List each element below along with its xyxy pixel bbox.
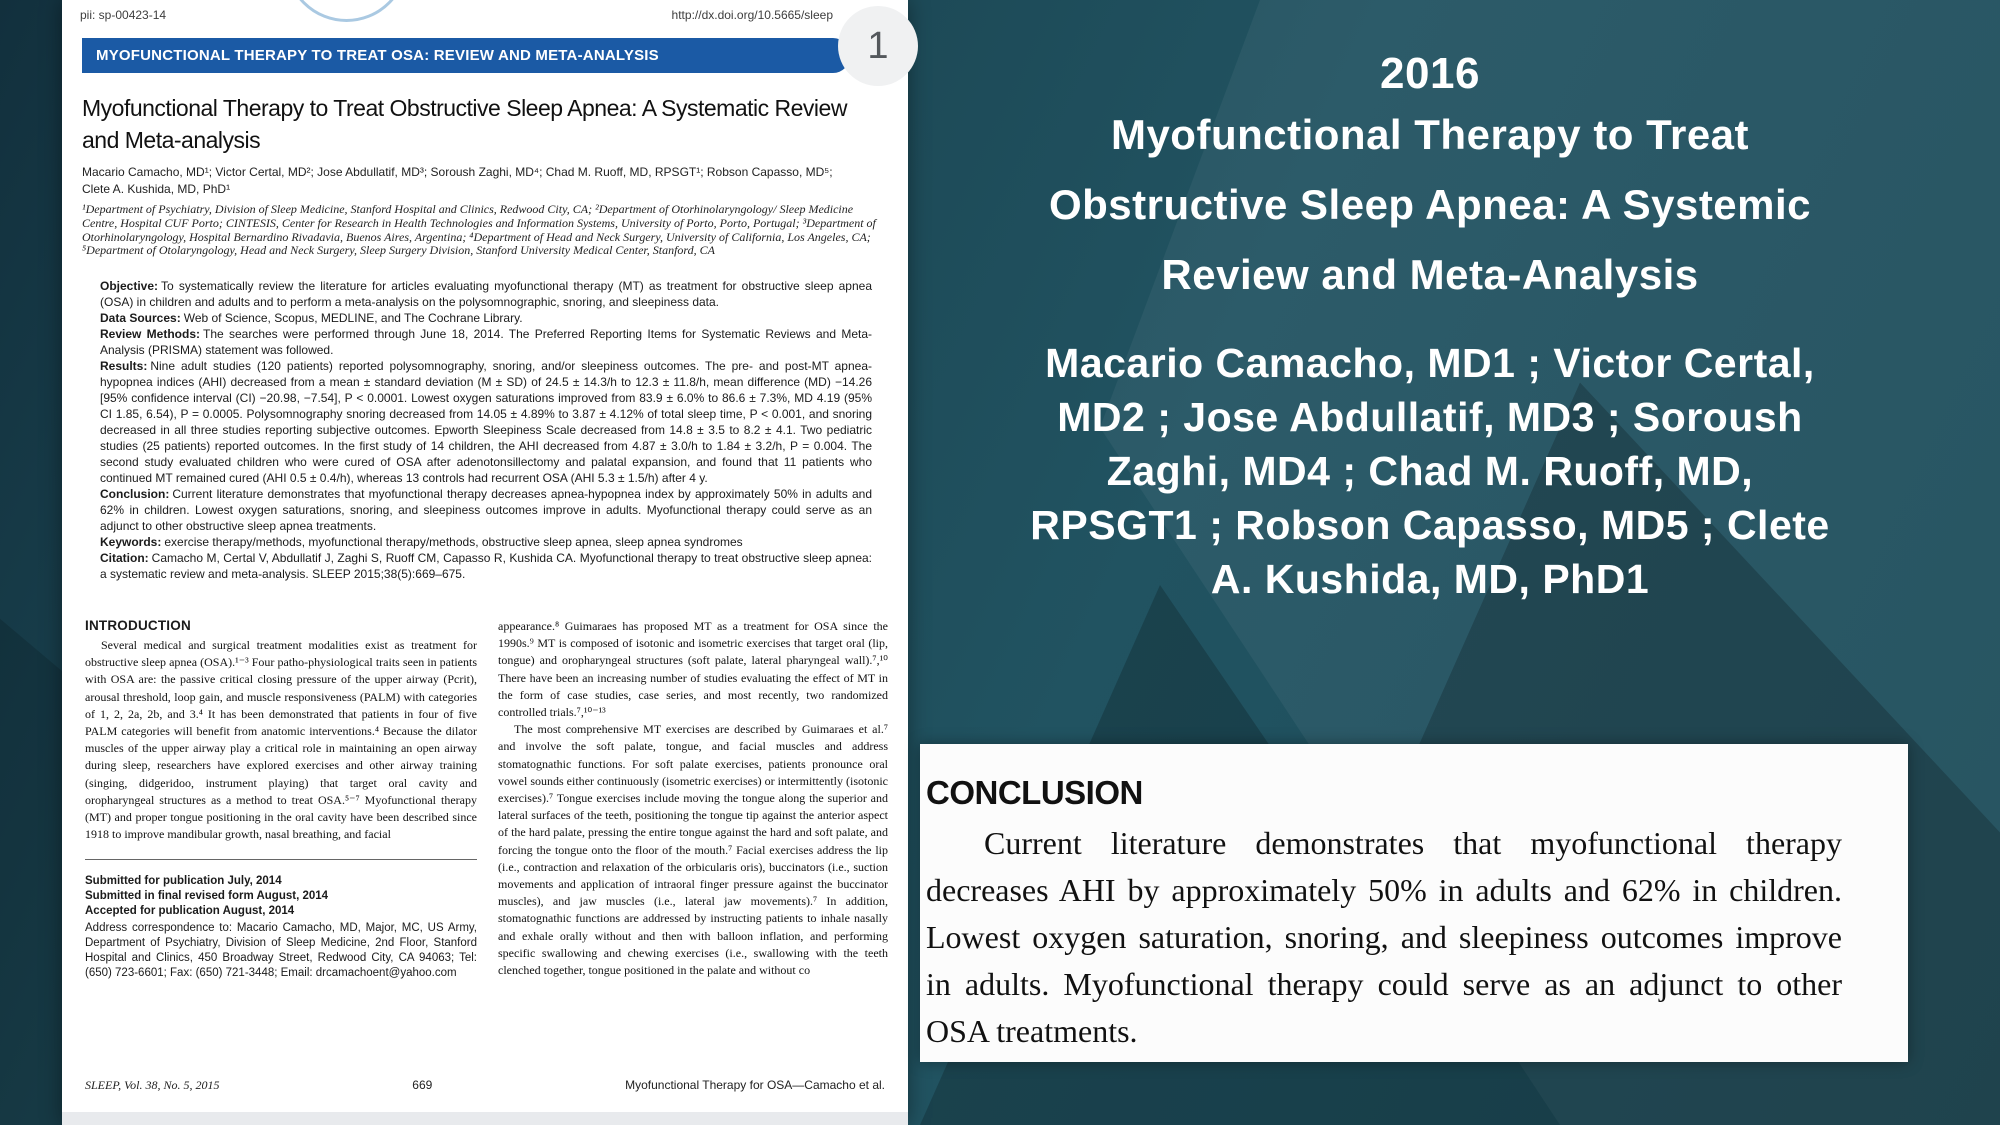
submitted-line: Submitted in final revised form August, 2014: [85, 890, 329, 903]
slide-authors-line: A. Kushida, MD, PhD1: [1210, 556, 1650, 602]
doi-text: http://dx.doi.org/10.5665/sleep: [671, 8, 833, 22]
abstract-results: Results: Nine adult studies (120 patients) reported polysomnography, snoring, and/or sleepiness outcomes. The pre- and post-MT apnea-hypopnea indices (AHI) decreased from a mean ± standard deviation (M ± SD) of 24.5 ± 14.3/h to 12.3 ± 11.8/h, mean difference (MD) −14.26 [95% confidence interval (CI) −20.98, −7.54], P < 0.0001. Lowest oxygen saturations improved from 83.9 ± 6.0% to 86.6 ± 7.3%, MD 4.19 (95% CI 1.85, 6.54), P = 0.0005. Polysomnography snoring decreased from 14.05 ± 4.89% to 3.87 ± 4.12% of total sleep time, P < 0.001, and snoring decreased in all three studies reporting subjective outcomes. Epworth Sleepiness Scale decreased from 14.8 ± 3.5 to 8.2 ± 4.1. Two pediatric studies (25 patients) reported outcomes. In the first study of 14 children, the AHI decreased from 4.87 ± 3.0/h to 1.84 ± 3.2/h, P = 0.004. The second study evaluated children who were cured of OSA after adenotonsillectomy and palatal expansion, and found that 11 patients who continued MT remained cured (AHI 0.5 ± 0.4/h), whereas 13 controls had recurrent OSA (AHI 5.3 ± 1.5/h) after 4 y.: [100, 359, 872, 485]
introduction-heading: INTRODUCTION: [85, 618, 191, 633]
slide-title-line: Obstructive Sleep Apnea: A Systemic: [1048, 181, 1812, 228]
paper-title: [82, 92, 847, 156]
paper-column-left: [85, 618, 477, 981]
slide-authors: [930, 336, 1930, 606]
abstract-conclusion: Conclusion: Current literature demonstrates that myofunctional therapy decreases apnea-hypopnea index by approximately 50% in adults and 62% in children. Lowest oxygen saturations, snoring, and sleepiness outcomes improve in adults. Myofunctional therapy could serve as an adjunct to other obstructive sleep apnea treatments.: [100, 487, 872, 533]
slide-authors-line: Zaghi, MD4 ; Chad M. Ruoff, MD,: [1106, 448, 1754, 494]
body-paragraph: The most comprehensive MT exercises are described by Guimaraes et al.⁷ and involve the soft palate, tongue, and facial muscles and address stomatognathic functions. For soft palate exercises, patients pronounce oral vowel sounds either continuously (isometric exercises) or intermittently (isotonic exercises).⁷ Tongue exercises include moving the tongue along the superior and lateral surfaces of the teeth, positioning the tongue tip against the anterior aspect of the hard palate, pressing the entire tongue against the hard and soft palate, and forcing the tongue onto the floor of the mouth.⁷ Facial exercises address the lip (i.e., contraction and relaxation of the orbicularis oris), buccinators (i.e., suction movements and application of intraoral finger pressure against the buccinator muscles), and jaw muscles (i.e., lateral jaw movements).⁷ In addition, stomatognathic functions are addressed by instructing patients to inhale nasally and exhale orally without and then with balloon inflation, and performing specific swallowing and chewing exercises (i.e., swallowing with the teeth clenched together, tongue positioned in the palate and without co: [498, 722, 888, 978]
conclusion-heading: CONCLUSION: [926, 774, 1143, 811]
slide-title: [930, 100, 1930, 310]
running-head-banner: MYOFUNCTIONAL THERAPY TO TREAT OSA: REVIEW AND META-ANALYSIS: [82, 38, 850, 73]
paper-title-line: and Meta-analysis: [82, 127, 261, 153]
introduction-paragraph: Several medical and surgical treatment modalities exist as treatment for obstructive sleep apnea (OSA).¹⁻³ Four patho-physiological traits seen in patients with OSA are: the passive critical closing pressure of the upper airway (Pcrit), arousal threshold, loop gain, and muscle responsiveness (PALM) with categories of 1, 2, 2a, 2b, and 3.⁴ It has been demonstrated that patients in four of five PALM categories will benefit from anatomic interventions.⁴ Because the dilator muscles of the upper airway play a critical role in maintaining an open airway during sleep, researchers have explored exercises and other airway training (singing, didgeridoo, instrument playing) that target oral cavity and oropharyngeal structures as a method to treat OSA.⁵⁻⁷ Myofunctional therapy (MT) and proper tongue positioning in the oral cavity have been described since 1918 to improve mandibular growth, nasal breathing, and facial: [85, 638, 477, 842]
paper-abstract: [100, 278, 872, 582]
journal-logo-arc-icon: [285, 0, 408, 22]
conclusion-excerpt: [920, 744, 1908, 1062]
submitted-line: Submitted for publication July, 2014: [85, 875, 282, 888]
paper-affiliations: ¹Department of Psychiatry, Division of Sleep Medicine, Stanford Hospital and Clinics, Redwood City, CA; ²Department of Otorhinolaryngology/ Sleep Medicine Centre, Hospital CUF Porto; CINTESIS, Center for Research in Health Technologies and Information Systems, University of Porto, Porto, Portugal; ³Department of Otorhinolaryngology, Hospital Bernardino Rivadavia, Buenos Aires, Argentina; ⁴Department of Head and Neck Surgery, University of California, Los Angeles, CA; ⁵Department of Otolaryngology, Head and Neck Surgery, Sleep Surgery Division, Stanford University Medical Center, Stanford, CA: [82, 202, 876, 258]
slide-authors-line: Macario Camacho, MD1 ; Victor Certal,: [1045, 340, 1815, 386]
slide-text-block: [930, 48, 1930, 606]
submitted-line: Accepted for publication August, 2014: [85, 905, 295, 918]
abstract-citation: Citation: Camacho M, Certal V, Abdullatif J, Zaghi S, Ruoff CM, Capasso R, Kushida CA. Myofunctional therapy to treat obstructive sleep apnea: a systematic review and meta-analysis. SLEEP 2015;38(5):669–675.: [100, 551, 872, 581]
footnote-divider: [85, 859, 477, 860]
paper-page: [62, 0, 908, 1125]
slide-authors-line: MD2 ; Jose Abdullatif, MD3 ; Soroush: [1057, 394, 1803, 440]
slide-title-line: Myofunctional Therapy to Treat: [1110, 111, 1750, 158]
page-number-text: 669: [412, 1078, 433, 1092]
abstract-review-methods: Review Methods: The searches were performed through June 18, 2014. The Preferred Reporting Items for Systematic Reviews and Meta-Analysis (PRISMA) statement was followed.: [100, 327, 872, 357]
conclusion-body: Current literature demonstrates that myofunctional therapy decreases AHI by approximately 50% in adults and 62% in children. Lowest oxygen saturation, snoring, and sleepiness outcomes improve in adults. Myofunctional therapy could serve as an adjunct to other OSA treatments.: [926, 825, 1842, 1049]
paper-authors-line: Macario Camacho, MD¹; Victor Certal, MD²; Jose Abdullatif, MD³; Soroush Zaghi, MD⁴; Chad M. Ruoff, MD, RPSGT¹; Robson Capasso, MD⁵;: [82, 165, 833, 179]
pii-text: pii: sp-00423-14: [80, 8, 167, 22]
paper-column-right: [498, 618, 888, 1074]
slide-title-line: Review and Meta-Analysis: [1161, 251, 1699, 298]
slide-authors-line: RPSGT1 ; Robson Capasso, MD5 ; Clete: [1030, 502, 1830, 548]
paper-title-line: Myofunctional Therapy to Treat Obstructive Sleep Apnea: A Systematic Review: [82, 95, 847, 121]
paper-footer: [85, 1078, 885, 1093]
abstract-objective: Objective: To systematically review the literature for articles evaluating myofunctional therapy (MT) as treatment for obstructive sleep apnea (OSA) in children and adults and to perform a meta-analysis on the polysomnographic, snoring, and sleepiness data.: [100, 279, 872, 309]
paper-authors-line: Clete A. Kushida, MD, PhD¹: [82, 182, 231, 196]
paper-authors: [82, 164, 833, 198]
correspondence-address: Address correspondence to: Macario Camacho, MD, Major, MC, US Army, Department of Psychiatry, Division of Sleep Medicine, 2nd Floor, Stanford Hospital and Clinics, 450 Broadway Street, Redwood City, CA 94063; Tel: (650) 723-6601; Fax: (650) 721-3448; Email: drcamachoent@yahoo.com: [85, 922, 477, 980]
journal-volume-text: SLEEP, Vol. 38, No. 5, 2015: [85, 1078, 220, 1092]
running-title-text: Myofunctional Therapy for OSA—Camacho et al.: [625, 1078, 885, 1092]
abstract-keywords: Keywords: exercise therapy/methods, myofunctional therapy/methods, obstructive sleep apnea, sleep apnea syndromes: [100, 535, 743, 549]
abstract-data-sources: Data Sources: Web of Science, Scopus, MEDLINE, and The Cochrane Library.: [100, 311, 523, 325]
viewer-bottom-strip: [62, 1112, 908, 1125]
publication-year: 2016: [1380, 49, 1480, 98]
page-number-badge: 1: [838, 6, 918, 86]
body-paragraph: appearance.⁸ Guimaraes has proposed MT as a treatment for OSA since the 1990s.⁹ MT is composed of isotonic and isometric exercises that target oral (lip, tongue) and oropharyngeal structures (soft palate, lateral pharyngeal wall).⁷,¹⁰ There have been an increasing number of studies evaluating the effect of MT in the form of case studies, case series, and most recently, two randomized controlled trials.⁷,¹⁰⁻¹³: [498, 619, 888, 720]
